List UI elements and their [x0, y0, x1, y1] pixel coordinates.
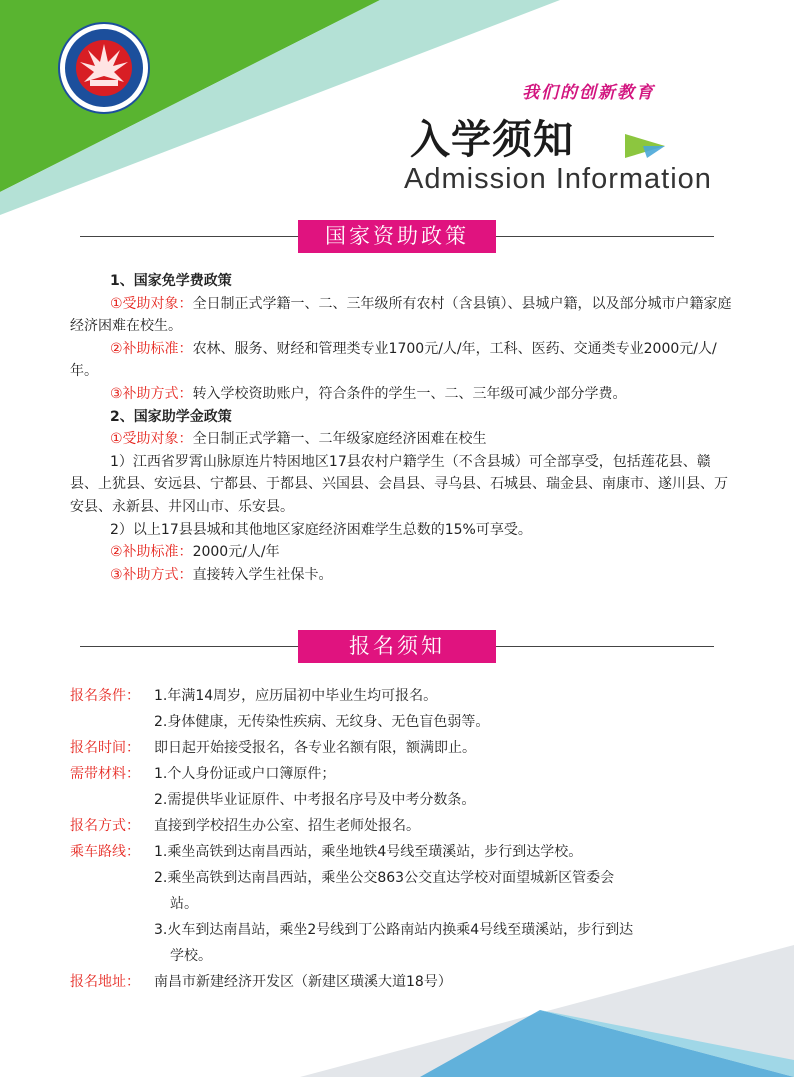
policy-2-recipients [70, 428, 735, 451]
value: 1.年满14周岁，应历届初中毕业生均可报名。 [154, 688, 438, 704]
page-title: 入学须知 [410, 116, 574, 163]
policy-1-recipients [70, 293, 735, 338]
route-row-3-cont: 学校。 [170, 948, 212, 964]
route-row-2: 2.乘坐高铁到达南昌西站，乘坐公交863公交直达学校对面望城新区管委会 [154, 870, 615, 886]
policy-2-item-b: 2）以上17县县城和其他地区家庭经济困难学生总数的15%可享受。 [110, 521, 532, 538]
slogan: 我们的创新教育 [522, 83, 655, 103]
label: 需带材料： [70, 766, 140, 782]
address-row [70, 969, 740, 995]
label: ②补助标准： [110, 544, 193, 561]
label: ①受助对象： [110, 431, 193, 448]
value: 农林、服务、财经和管理类专业1700元/人/年，工科、医药、交通类专业2000元/人/年。 [70, 340, 717, 380]
section1-banner: 国家资助政策 [298, 220, 496, 253]
value: 转入学校资助账户，符合条件的学生一、二、三年级可减少部分学费。 [192, 385, 627, 402]
route-row-2-cont: 站。 [170, 896, 198, 912]
value: 2000元/人/年 [192, 544, 280, 561]
policy-2-standard [70, 541, 735, 564]
materials-row [70, 761, 740, 787]
route-row [70, 839, 740, 865]
policy-heading-1: 1、国家免学费政策 [110, 273, 232, 289]
page-subtitle: Admission Information [404, 163, 712, 195]
method-row [70, 813, 740, 839]
value: 直接转入学生社保卡。 [192, 566, 333, 583]
label: ③补助方式： [110, 385, 193, 402]
value: 全日制正式学籍一、二、三年级所有农村（含县镇）、县城户籍，以及部分城市户籍家庭经济困难在校生。 [70, 295, 732, 335]
value: 直接到学校招生办公室、招生老师处报名。 [154, 818, 420, 834]
value: 1.个人身份证或户口簿原件； [154, 766, 336, 782]
policy-2-method [70, 564, 735, 587]
label: 报名时间： [70, 740, 140, 756]
condition-row-2: 2.身体健康，无传染性疾病、无纹身、无色盲色弱等。 [154, 714, 490, 730]
section2-body [70, 683, 740, 995]
school-emblem-icon [58, 22, 150, 114]
policy-1-standard [70, 338, 735, 383]
label: 报名地址： [70, 974, 140, 990]
route-row-3: 3.火车到达南昌站，乘坐2号线到丁公路南站内换乘4号线至璜溪站，步行到达 [154, 922, 634, 938]
play-arrow-icon [625, 134, 665, 158]
section1-body [70, 270, 735, 586]
label: 报名条件： [70, 688, 140, 704]
policy-1-method [70, 383, 735, 406]
policy-2-item-a: 1）江西省罗霄山脉原连片特困地区17县农村户籍学生（不含县城）可全部享受，包括莲花县、赣县、上犹县、安远县、宁都县、于都县、兴国县、会昌县、寻乌县、石城县、瑞金县、南康市、遂川县、万安县、永新县、井冈山市、乐安县。 [70, 453, 728, 515]
label: ②补助标准： [110, 340, 193, 357]
value: 即日起开始接受报名，各专业名额有限，额满即止。 [154, 740, 476, 756]
policy-heading-2: 2、国家助学金政策 [110, 408, 232, 425]
label: ③补助方式： [110, 566, 193, 583]
value: 全日制正式学籍一、二年级家庭经济困难在校生 [192, 431, 487, 448]
label: ①受助对象： [110, 295, 193, 312]
materials-row-2: 2.需提供毕业证原件、中考报名序号及中考分数条。 [154, 792, 476, 808]
time-row [70, 735, 740, 761]
label: 报名方式： [70, 818, 140, 834]
condition-row [70, 683, 740, 709]
label: 乘车路线： [70, 844, 140, 860]
section2-banner: 报名须知 [298, 630, 496, 663]
value: 1.乘坐高铁到达南昌西站，乘坐地铁4号线至璜溪站，步行到达学校。 [154, 844, 583, 860]
value: 南昌市新建经济开发区（新建区璜溪大道18号） [154, 974, 452, 990]
